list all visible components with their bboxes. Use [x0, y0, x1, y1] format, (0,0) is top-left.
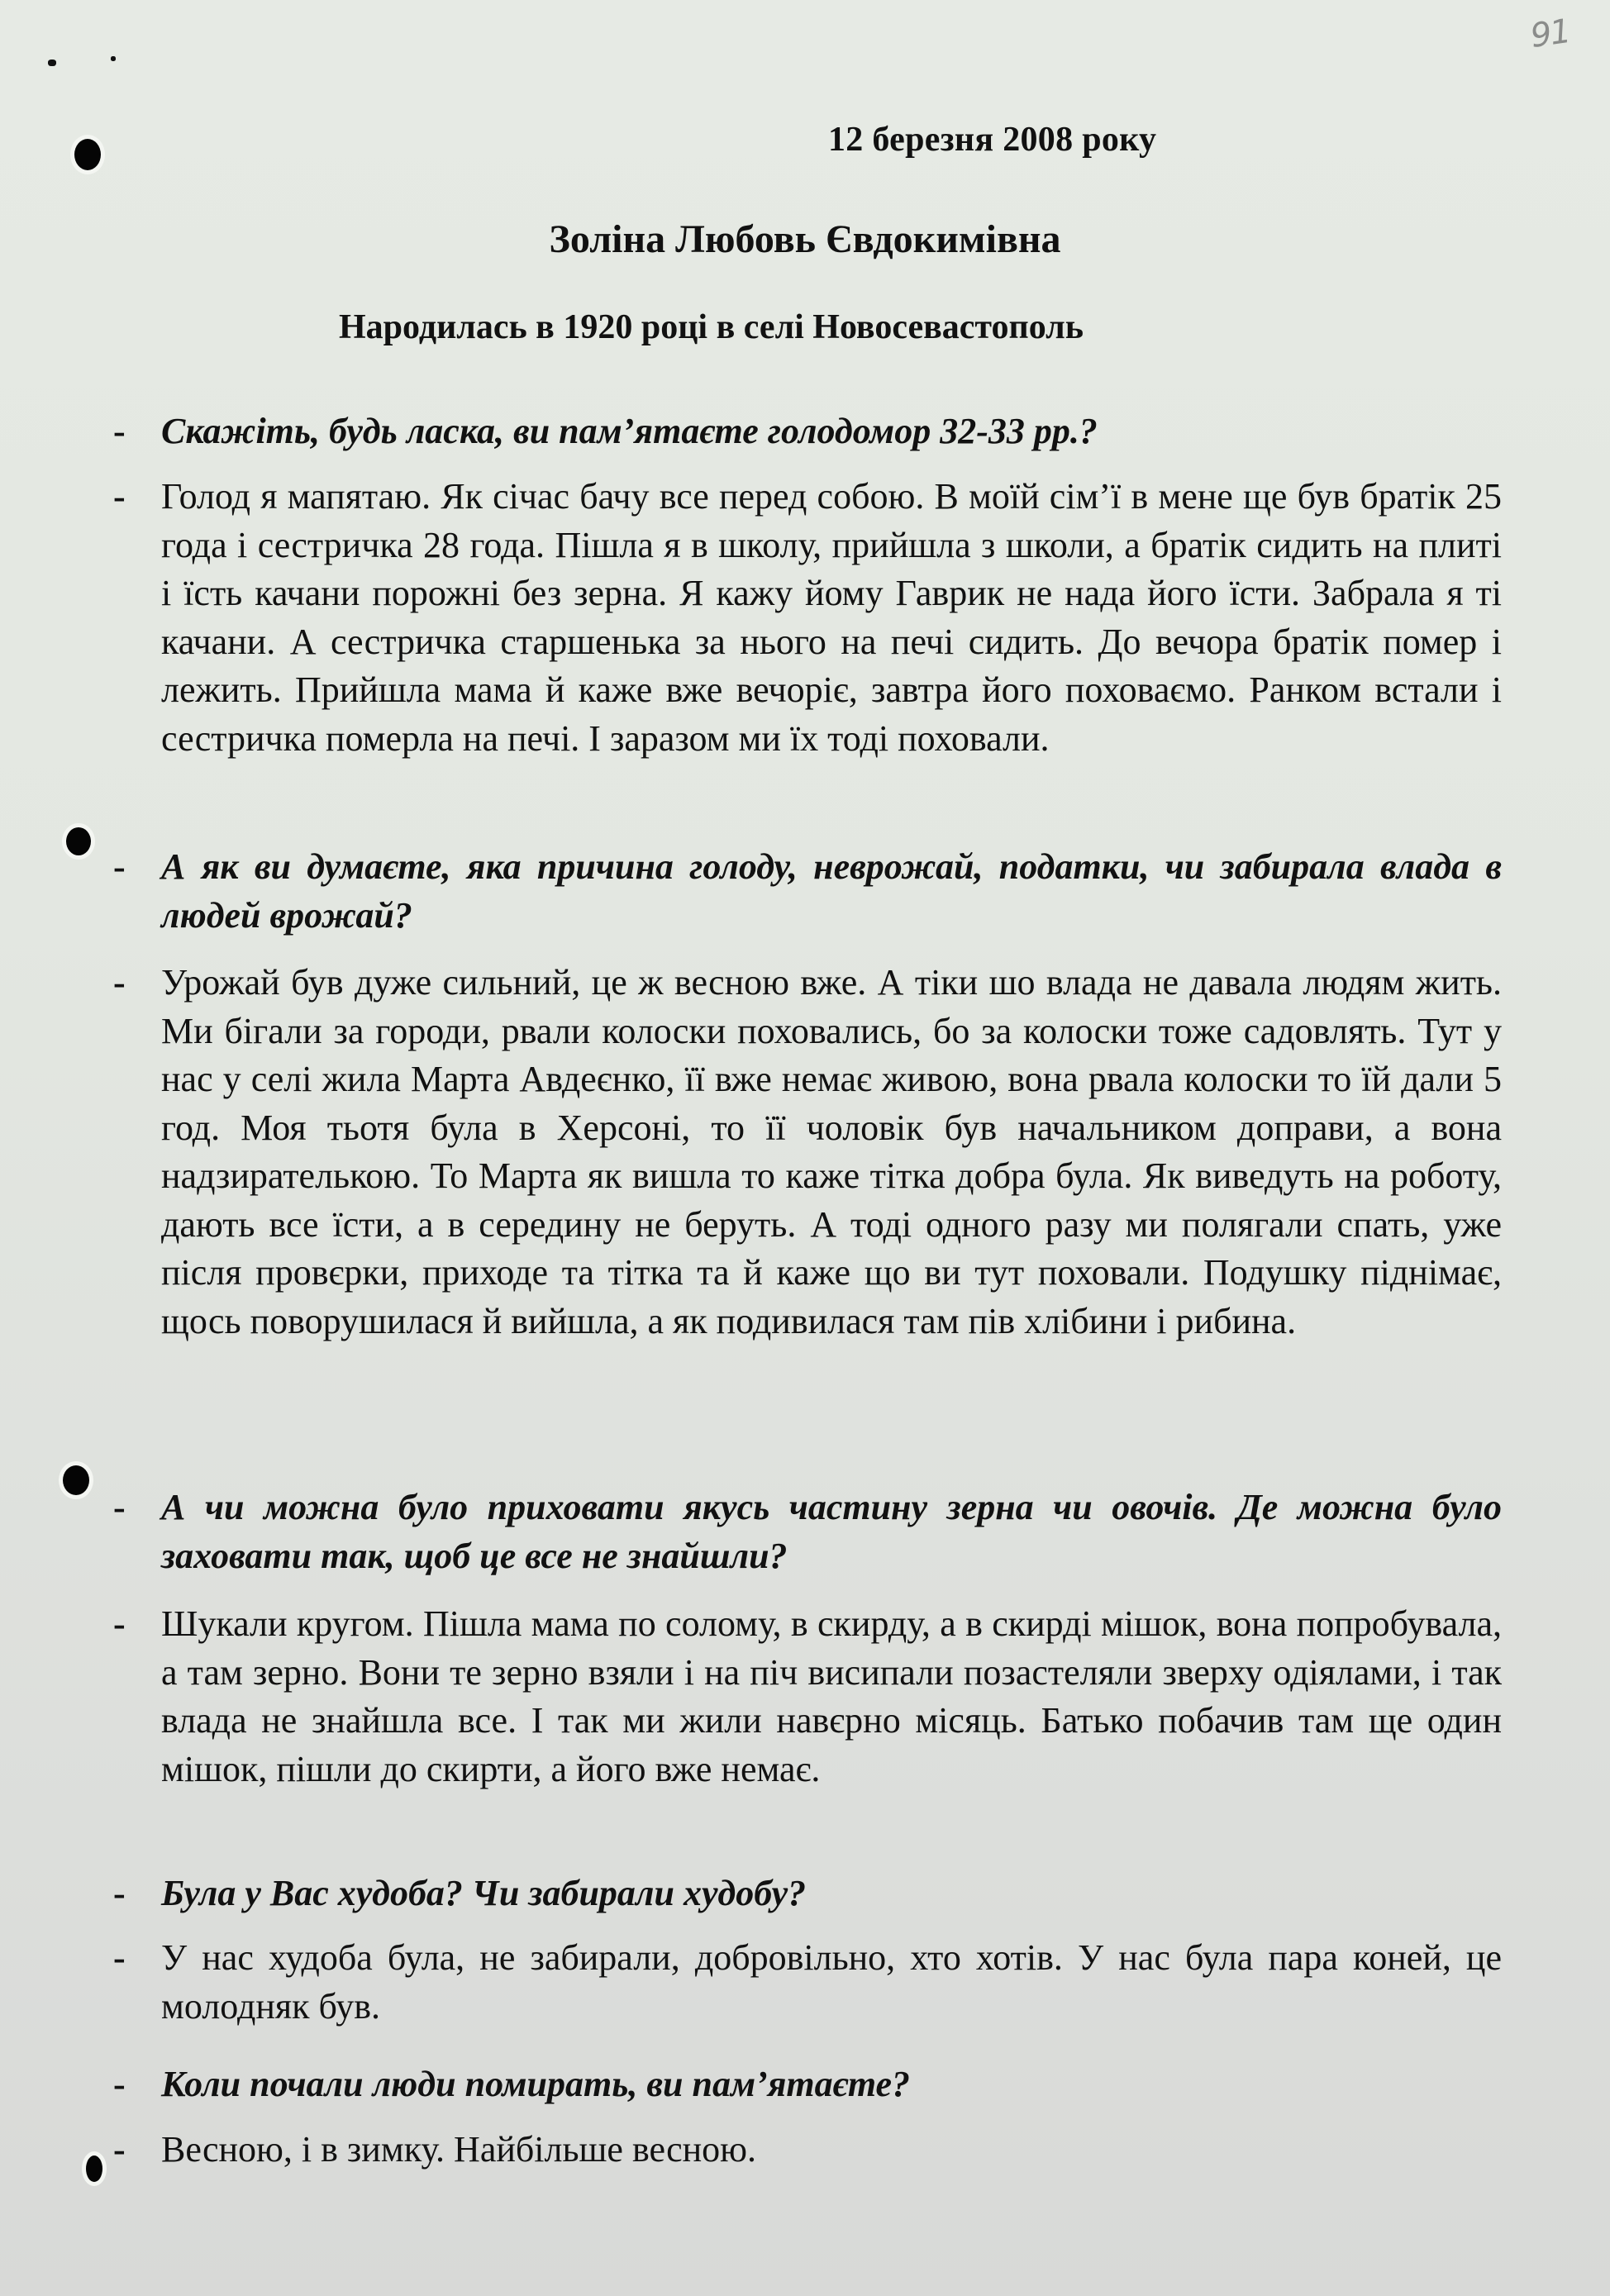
dash-marker: -: [113, 411, 126, 451]
punch-hole-lower-middle: [63, 1465, 89, 1495]
question-text: Була у Вас худоба? Чи забирали худобу?: [161, 1873, 807, 1913]
answer-text: У нас худоба була, не забирали, добровільно, хто хотів. У нас була пара коней, це молодняк був.: [161, 1937, 1502, 2027]
staple-speck-right: [111, 56, 116, 61]
dash-marker: -: [113, 2064, 126, 2104]
punch-hole-top: [74, 139, 101, 170]
document-date: 12 березня 2008 року: [828, 121, 1157, 159]
dash-marker: -: [113, 1937, 126, 1978]
question-text: Скажіть, будь ласка, ви пам’ятаєте голодомор 32-33 рр.?: [161, 411, 1098, 451]
dash-marker: -: [113, 846, 126, 887]
page-number: 91: [1528, 12, 1572, 56]
answer-text: Шукали кругом. Пішла мама по солому, в скирду, а в скирді мішок, вона попробувала, а там зерно. Вони те зерно взяли і на піч висипали позастеляли зверху одіялами, і так влада не знайшла все. І так ми жили навєрно місяць. Батько побачив там ще один мішок, пішли до скирти, а його вже немає.: [161, 1603, 1502, 1789]
answer-text: Весною, і в зимку. Найбільше весною.: [161, 2129, 757, 2170]
question-text: А чи можна було приховати якусь частину зерна чи овочів. Де можна було заховати так, щоб це все не знайшли?: [161, 1487, 1502, 1576]
dash-marker: -: [113, 1873, 126, 1913]
dash-marker: -: [113, 2129, 126, 2170]
dash-marker: -: [113, 476, 126, 517]
punch-hole-bottom: [86, 2155, 102, 2182]
dash-marker: -: [113, 1487, 126, 1527]
question-text: Коли почали люди помирать, ви пам’ятаєте?: [161, 2064, 911, 2104]
answer-text: Урожай був дуже сильний, це ж весною вже. А тіки шо влада не давала людям жить. Ми бігали за городи, рвали колоски поховались, бо за колоски тоже садовлять. Тут у нас у селі жила Марта Авдеєнко, її вже немає живою, вона рвала колоски то їй дали 5 год. Моя тьотя була в Херсоні, то її чоловік був начальником доправи, а вона надзирателькою. То Марта як вишла то каже тітка добра була. Як виведуть на роботу, дають все їсти, а в середину не беруть. А тоді одного разу ми полягали спать, уже після провєрки, приходе та тітка та й каже що ви тут поховали. Подушку піднімає, щось поворушилася й вийшла, а як подивилася там пів хлібини і рибина.: [161, 962, 1502, 1341]
dash-marker: -: [113, 962, 126, 1003]
interviewee-name: Золіна Любовь Євдокимівна: [549, 217, 1061, 261]
dash-marker: -: [113, 1603, 126, 1644]
question-text: А як ви думаєте, яка причина голоду, неврожай, податки, чи забирала влада в людей врожай?: [161, 846, 1502, 936]
birth-info: Народилась в 1920 році в селі Новосевастополь: [339, 308, 1084, 346]
staple-speck-left: [48, 60, 56, 66]
answer-text: Голод я мапятаю. Як січас бачу все перед собою. В моїй сім’ї в мене ще був братік 25 года і сестричка 28 года. Пішла я в школу, прийшла з школи, а братік сидить на плиті і їсть качани порожні без зерна. Я кажу йому Гаврик не нада його їсти. Забрала я ті качани. А сестричка старшенька за нього на печі сидить. До вечора братік помер і лежить. Прийшла мама й каже вже вечоріє, завтра його поховаємо. Ранком встали і сестричка померла на печі. І заразом ми їх тоді поховали.: [161, 476, 1502, 759]
punch-hole-upper-middle: [66, 827, 91, 855]
